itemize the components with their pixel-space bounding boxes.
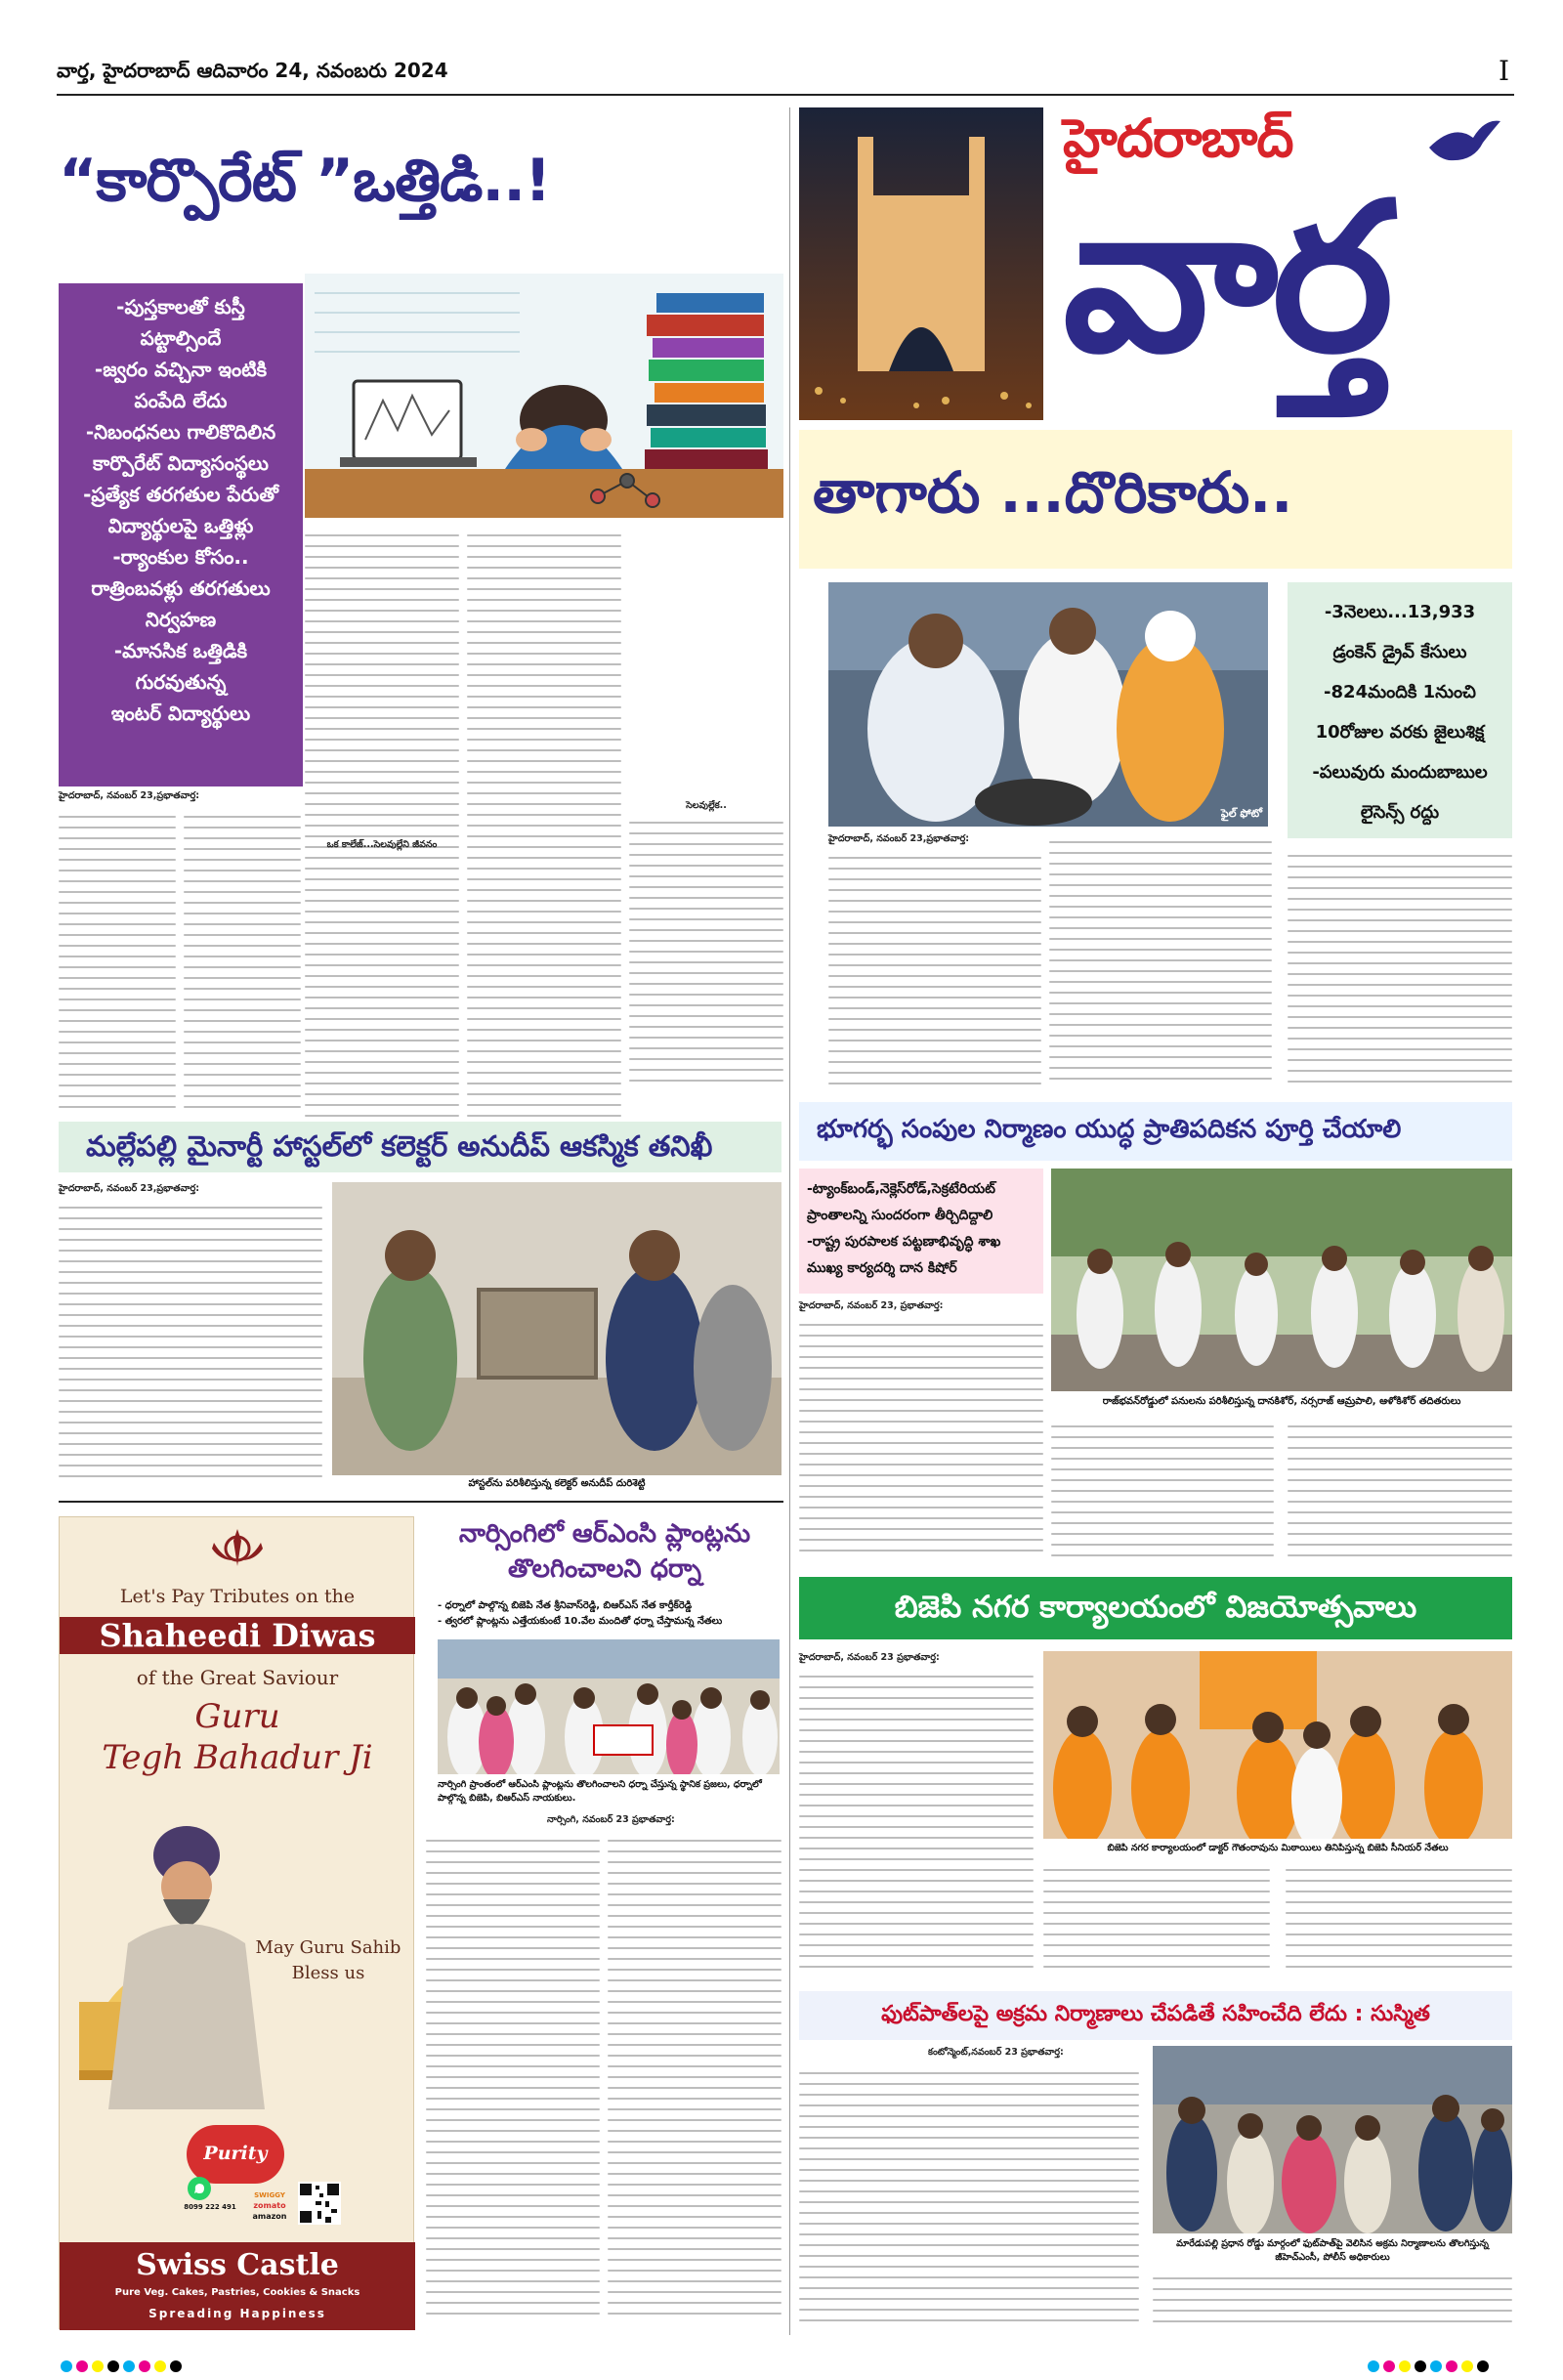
highlight-line: -పుస్తకాలతో కుస్తీ [116, 295, 245, 319]
ad-line: Shaheedi Diwas [60, 1617, 415, 1654]
section-rule [59, 1501, 783, 1503]
footpath-body-column [1153, 2269, 1512, 2333]
partner-logo: SWIGGY [254, 2191, 285, 2199]
photo-credit: ఫైల్ ఫోటో [1220, 807, 1262, 820]
dove-icon [1424, 113, 1502, 172]
narsingi-dateline: నార్సింగి, నవంబర్ 23 ప్రభాతవార్త: [547, 1814, 675, 1825]
narsingi-subhead: - త్వరలో ప్లాంట్లను ఎత్తేయకుంటే 10.వేల మందితో ధర్నా చేస్తామన్న నేతలు [438, 1616, 723, 1627]
highlight-line: -ర్యాంకుల కోసం.. [112, 545, 249, 569]
bhugarbha-body-column [1288, 1417, 1512, 1565]
column-divider [789, 107, 790, 2335]
highlight-line: -నిబంధనలు గాలికొదిలిన [85, 420, 276, 444]
narsingi-body-column [426, 1831, 600, 2331]
highlight-line: గురవుతున్న [135, 670, 227, 694]
highlight-line: పంపేది లేదు [134, 389, 228, 412]
shaheedi-diwas-advertisement [59, 1516, 414, 2329]
bjp-headline: బిజెపి నగర కార్యాలయంలో విజయోత్సవాలు [799, 1577, 1512, 1639]
bjp-body-column [1043, 1860, 1270, 1981]
footpath-photo-caption: మారేడుపల్లి ప్రధాన రోడ్డు మార్గంలో ఫుట్‌పాత్‌పై వెలిసిన అక్రమ నిర్మాణాలను తొలగిస్తున్న జీహెచ్‌ఎంసీ, పోలీస్ అధికారులు [1176, 2238, 1489, 2263]
ad-line: Let's Pay Tributes on the [119, 1586, 356, 1607]
highlight-line: -రాష్ట్ర పురపాలక పట్టణాభివృద్ధి శాఖ [807, 1234, 1001, 1250]
registration-mark [92, 2360, 104, 2372]
mallepalli-body-column [59, 1198, 322, 1487]
khanda-icon [208, 1527, 267, 1570]
highlight-line: లైసెన్స్ రద్దు [1360, 802, 1440, 823]
partner-logo: zomato [253, 2201, 286, 2210]
ad-blessing: May Guru Sahib [255, 1937, 401, 1958]
footpath-headline: ఫుట్‌పాత్‌లపై అక్రమ నిర్మాణాలు చేపడితే సహించేది లేదు : సుస్మిత [799, 1991, 1512, 2040]
thagaru-body-column [1049, 832, 1272, 1094]
qr-code-icon [298, 2182, 341, 2225]
registration-mark [76, 2360, 88, 2372]
narsingi-photo-caption: నార్సింగి ప్రాంతంలో ఆర్‌ఎంసి ప్లాంట్లను తొలగించాలని ధర్నా చేస్తున్న స్థానిక ప్రజలు, ధర్నాలో పాల్గొన్న బిజెపి, బిఆర్‌ఎస్ నాయకులు. [438, 1779, 762, 1804]
corporate-body-column [184, 807, 301, 1118]
highlight-line: ముఖ్య కార్యదర్శి దాన కిషోర్ [807, 1260, 957, 1276]
ad-blessing: Bless us [291, 1963, 365, 1983]
registration-mark [1477, 2360, 1489, 2372]
registration-mark [1383, 2360, 1395, 2372]
registration-mark [1446, 2360, 1457, 2372]
page-number: I [1499, 55, 1510, 87]
logo-paper-name: వార్త [1063, 158, 1388, 398]
highlight-line: -మానసిక ఒత్తిడికి [113, 639, 248, 662]
ad-line: of the Great Saviour [136, 1666, 339, 1689]
bjp-photo-caption: బిజెపి నగర కార్యాలయంలో డాక్టర్ గౌతంరావును మిఠాయిలు తినిపిస్తున్న బిజెపి సీనియర్ నేతలు [1107, 1843, 1449, 1853]
highlight-line: -ట్యాంక్‌బండ్,నెక్లెస్‌రోడ్,సెక్రటేరియట్ [807, 1181, 995, 1197]
narsingi-subheads [438, 1598, 780, 1630]
thagaru-body-column [828, 848, 1041, 1094]
bjp-dateline: హైదరాబాద్, నవంబర్ 23 ప్రభాతవార్త: [799, 1652, 940, 1663]
corporate-highlights-box [59, 283, 303, 786]
highlight-line: విద్యార్థులపై ఒత్తిళ్లు [107, 514, 254, 537]
bhugarbha-photo-caption: రాజ్‌భవన్‌రోడ్డులో పనులను పరిశీలిస్తున్న దానకిశోర్, నర్సరాజ్ ఆమ్రపాలి, ఆళోకిశోర్ తదితరులు [1102, 1396, 1461, 1407]
highlight-line: -జ్వరం వచ్చినా ఇంటికి [94, 358, 268, 381]
narsingi-subhead: - ధర్నాలో పాల్గొన్న బిజెపి నేత శ్రీనివాస్‌రెడ్డి, బిఆర్‌ఎస్ నేత కార్తీక్‌రెడ్డి [438, 1600, 693, 1611]
registration-mark [139, 2360, 150, 2372]
bjp-celebration-photo [1043, 1651, 1512, 1839]
bhugarbha-highlights-box [799, 1169, 1043, 1294]
ad-phone: 8099 222 491 [184, 2203, 236, 2211]
ad-line: Guru [194, 1697, 280, 1736]
thagaru-body-column [1288, 846, 1512, 1094]
narsingi-protest-photo [438, 1639, 780, 1774]
drunk-driving-highlights-box [1288, 582, 1512, 838]
swiss-castle-brand-band [60, 2242, 415, 2330]
bjp-body-column [1286, 1860, 1512, 1981]
corporate-dateline: హైదరాబాద్, నవంబర్ 23,ప్రభాతవార్త: [59, 790, 200, 801]
corporate-body-column [305, 526, 459, 1118]
corporate-headline: “కార్పొరేట్ ”ఒత్తిడి..! [59, 147, 551, 215]
corporate-body-column [629, 526, 783, 1118]
corporate-body-column [467, 526, 621, 1118]
registration-mark [1461, 2360, 1473, 2372]
corporate-subhead: ఒక కాలేజ్...సెలవుల్లేని జీవనం [326, 839, 438, 850]
registration-mark [1368, 2360, 1379, 2372]
registration-mark [1430, 2360, 1442, 2372]
footpath-body-column [799, 2063, 1139, 2333]
whatsapp-icon [187, 2176, 212, 2201]
narsingi-headline: నార్సింగిలో ఆర్‌ఎంసి ప్లాంట్లను తొలగించాలని ధర్నా [458, 1519, 751, 1584]
masthead-rule [57, 94, 1514, 96]
purity-logo: Purity [187, 2125, 284, 2184]
bhugarbha-headline: భూగర్భ సంపుల నిర్మాణం యుద్ధ ప్రాతిపదికన పూర్తి చేయాలి [799, 1102, 1512, 1161]
registration-mark [1415, 2360, 1426, 2372]
stressed-student-illustration [305, 274, 783, 518]
guru-portrait-illustration [69, 1797, 405, 2119]
highlight-line: -పలువురు మందుబాబుల [1312, 762, 1488, 783]
highlight-line: ఇంటర్ విద్యార్థులు [110, 701, 251, 725]
highlight-line: -ప్రత్యేక తరగతుల పేరుతో [83, 483, 278, 506]
footpath-dateline: కంటోన్మెంట్,నవంబర్ 23 ప్రభాతవార్త: [928, 2047, 1064, 2058]
brand-name: Swiss Castle [136, 2248, 339, 2282]
brand-subtitle: Pure Veg. Cakes, Pastries, Cookies & Snacks [114, 2287, 360, 2298]
registration-mark [170, 2360, 182, 2372]
registration-mark [107, 2360, 119, 2372]
highlight-line: రాత్రింబవళ్లు తరగతులు [91, 576, 271, 600]
mallepalli-photo-caption: హాస్టల్‌ను పరిశీలిస్తున్న కలెక్టర్ అనుదీప్ దురిశెట్టి [468, 1478, 646, 1489]
thagaru-headline: తాగారు ...దొరికారు.. [813, 459, 1293, 526]
corporate-body-column [59, 807, 176, 1118]
bhugarbha-dateline: హైదరాబాద్, నవంబర్ 23, ప్రభాతవార్త: [799, 1300, 944, 1311]
highlight-line: పట్టాల్సిందే [140, 326, 222, 350]
partner-logo: amazon [252, 2212, 287, 2221]
registration-mark [61, 2360, 72, 2372]
vaartha-logo-block [799, 107, 1512, 430]
thagaru-dateline: హైదరాబాద్, నవంబర్ 23,ప్రభాతవార్త: [828, 833, 970, 844]
brand-tagline: Spreading Happiness [148, 2307, 326, 2320]
bjp-body-column [799, 1667, 1034, 1981]
bhugarbha-body-column [1051, 1417, 1274, 1565]
page-dateline: వార్త, హైదరాబాద్ ఆదివారం 24, నవంబరు 2024 [57, 59, 448, 82]
narsingi-body-column [608, 1831, 782, 2331]
highlight-line: 10రోజుల వరకు జైలుశిక్ష [1315, 722, 1485, 743]
highlight-line: ప్రాంతాలన్ని సుందరంగా తీర్చిదిద్దాలి [807, 1208, 993, 1223]
mallepalli-dateline: హైదరాబాద్, నవంబర్ 23,ప్రభాతవార్త: [59, 1183, 200, 1194]
bhugarbha-body-column [799, 1315, 1043, 1565]
registration-mark [123, 2360, 135, 2372]
highlight-line: నిర్వహణ [145, 608, 217, 631]
highlight-line: -3నెలలు...13,933 [1324, 602, 1476, 622]
corporate-subhead: సెలవుల్లేక.. [686, 800, 727, 811]
footpath-demolition-photo [1153, 2046, 1512, 2233]
highlight-line: -824మందికి 1నుంచి [1324, 682, 1476, 702]
mallepalli-headline: మల్లేపల్లి మైనార్టీ హాస్టల్‌లో కలెక్టర్ అనుదీప్ ఆకస్మిక తనిఖీ [59, 1122, 782, 1172]
hostel-inspection-photo [332, 1182, 782, 1475]
highlight-line: డ్రంకెన్ డ్రైవ్ కేసులు [1332, 642, 1467, 662]
sump-inspection-photo [1051, 1169, 1512, 1391]
logo-city-name: హైదరాబాద్ [1063, 107, 1293, 169]
highlight-line: కార్పొరేట్ విద్యాసంస్థలు [93, 451, 269, 475]
ad-line: Tegh Bahadur Ji [102, 1738, 373, 1777]
registration-mark [1399, 2360, 1411, 2372]
drunk-driving-check-photo [828, 582, 1268, 827]
registration-mark [154, 2360, 166, 2372]
